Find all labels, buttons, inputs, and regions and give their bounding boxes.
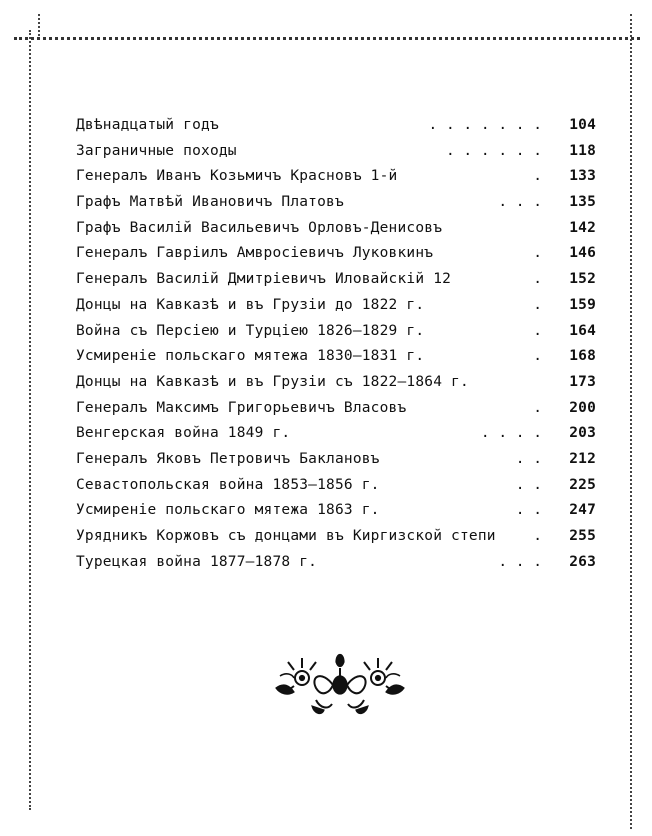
toc-page-number: 104	[569, 117, 596, 133]
toc-leader-dots: .	[533, 322, 542, 339]
toc-entry[interactable]	[76, 344, 596, 370]
toc-entry-title: Урядникъ Коржовъ съ донцами въ Киргизской степи	[76, 528, 496, 544]
toc-entry[interactable]	[76, 216, 596, 242]
toc-page-number: 146	[569, 245, 596, 262]
toc-page-number: 164	[569, 322, 596, 339]
toc-entry-title: Донцы на Кавказѣ и въ Грузіи до 1822 г.	[76, 296, 425, 313]
toc-entry[interactable]	[76, 267, 596, 293]
toc-entry-title: Усмиреніе польскаго мятежа 1830—1831 г.	[76, 348, 425, 365]
toc-entry-title: Турецкая война 1877—1878 г.	[76, 553, 318, 570]
table-of-contents	[76, 113, 596, 575]
toc-entry-title: Генералъ Гавріилъ Амвросіевичъ Луковкинъ	[76, 245, 434, 262]
toc-leader-dots: . . .	[498, 553, 542, 570]
toc-entry-title: Двѣнадцатый годъ	[76, 117, 219, 133]
toc-entry-title: Графъ Василій Васильевичъ Орловъ-Денисовъ	[76, 219, 443, 236]
page-frame-corner	[38, 14, 40, 36]
toc-leader-dots: .	[533, 168, 542, 185]
toc-entry[interactable]	[76, 113, 596, 139]
toc-page-number: 200	[569, 399, 596, 416]
toc-entry[interactable]	[76, 447, 596, 473]
toc-entry[interactable]	[76, 396, 596, 422]
toc-page-number: 255	[569, 528, 596, 544]
toc-page-number: 212	[569, 450, 596, 467]
toc-leader-dots: .	[533, 245, 542, 262]
toc-entry-title: Генералъ Максимъ Григорьевичъ Власовъ	[76, 399, 407, 416]
toc-entry-title: Заграничные походы	[76, 142, 237, 159]
toc-entry[interactable]	[76, 370, 596, 396]
page-frame-right	[630, 14, 632, 829]
toc-page-number: 118	[569, 142, 596, 159]
page-frame-top	[14, 37, 640, 40]
toc-leader-dots: . .	[515, 502, 542, 519]
toc-entry[interactable]	[76, 293, 596, 319]
toc-page-number: 135	[569, 194, 596, 211]
toc-page-number: 133	[569, 168, 596, 185]
toc-leader-dots: .	[533, 271, 542, 288]
toc-entry-title: Севастопольская война 1853—1856 г.	[76, 476, 380, 493]
toc-leader-dots: . . . . . . .	[428, 117, 542, 133]
toc-page-number: 159	[569, 296, 596, 313]
toc-entry-title: Война съ Персіею и Турціею 1826—1829 г.	[76, 322, 425, 339]
toc-entry-title: Графъ Матвѣй Ивановичъ Платовъ	[76, 194, 344, 211]
toc-page-number: 247	[569, 502, 596, 519]
toc-leader-dots: . .	[515, 476, 542, 493]
toc-page-number: 142	[569, 219, 596, 236]
toc-entry[interactable]	[76, 139, 596, 165]
toc-entry-title: Генералъ Иванъ Козьмичъ Красновъ 1-й	[76, 168, 398, 185]
toc-leader-dots: .	[533, 348, 542, 365]
toc-page-number: 152	[569, 271, 596, 288]
toc-entry-title: Донцы на Кавказѣ и въ Грузіи съ 1822—1864 г.	[76, 373, 469, 390]
toc-leader-dots: . . . .	[480, 425, 542, 442]
toc-leader-dots: .	[533, 528, 542, 544]
toc-entry[interactable]	[76, 241, 596, 267]
toc-entry-title: Генералъ Василій Дмитріевичъ Иловайскій 12	[76, 271, 452, 288]
toc-page-number: 203	[569, 425, 596, 442]
toc-entry-title: Генералъ Яковъ Петровичъ Баклановъ	[76, 450, 380, 467]
toc-entry[interactable]	[76, 190, 596, 216]
floral-ornament-icon	[272, 648, 408, 718]
toc-page-number: 263	[569, 553, 596, 570]
toc-page-number: 173	[569, 373, 596, 390]
toc-entry[interactable]	[76, 473, 596, 499]
toc-entry[interactable]	[76, 498, 596, 524]
toc-leader-dots: . . . . . .	[445, 142, 542, 159]
toc-page-number: 168	[569, 348, 596, 365]
toc-page-number: 225	[569, 476, 596, 493]
toc-entry[interactable]	[76, 550, 596, 576]
toc-entry[interactable]	[76, 164, 596, 190]
toc-entry-title: Усмиреніе польскаго мятежа 1863 г.	[76, 502, 380, 519]
toc-entry[interactable]	[76, 421, 596, 447]
toc-leader-dots: . . .	[498, 194, 542, 211]
toc-leader-dots: .	[533, 296, 542, 313]
toc-entry-title: Венгерская война 1849 г.	[76, 425, 291, 442]
toc-entry[interactable]	[76, 319, 596, 345]
toc-leader-dots: .	[533, 399, 542, 416]
toc-entry[interactable]	[76, 524, 596, 550]
toc-leader-dots: . .	[515, 450, 542, 467]
page-frame-left	[29, 30, 31, 810]
